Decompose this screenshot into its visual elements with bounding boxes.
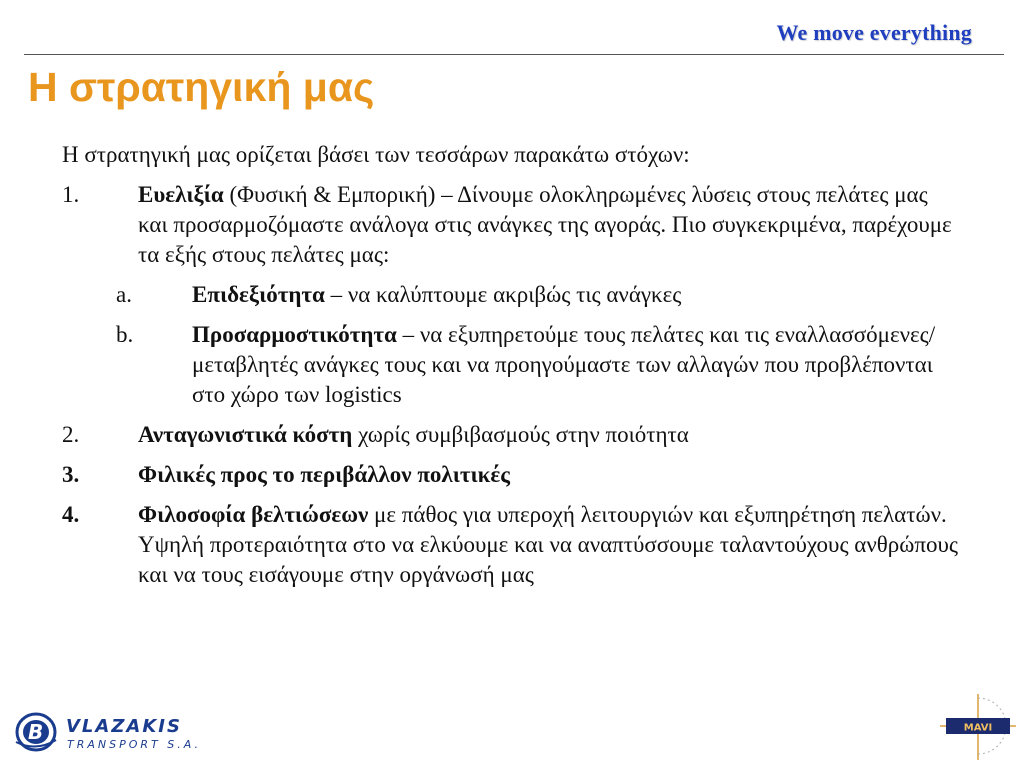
list-item-1 bbox=[62, 180, 962, 270]
item-number: 2. bbox=[62, 422, 80, 447]
mavi-logistics-logo-icon bbox=[938, 692, 1018, 762]
tagline: We move everything bbox=[776, 20, 972, 45]
subitem-letter: a. bbox=[116, 282, 132, 307]
subitem-letter: b. bbox=[116, 322, 134, 347]
subitem-heading: Επιδεξιότητα bbox=[192, 282, 325, 307]
svg-text:B: B bbox=[28, 720, 44, 744]
subitem-text bbox=[192, 280, 962, 310]
subitem-description: – να εξυπηρετούμε τους πελάτες και τις εναλλασσόμενες/μεταβλητές ανάγκες τους και να προηγούμαστε των αλλαγών που προβλέπονται στο χώρο των logistics bbox=[192, 322, 936, 407]
list-item-4 bbox=[62, 500, 962, 590]
item-number: 4. bbox=[62, 502, 80, 527]
item-text bbox=[138, 460, 962, 490]
item-description: (Φυσική & Εμπορική) – Δίνουμε ολοκληρωμένες λύσεις στους πελάτες μας και προσαρμοζόμαστε ανάλογα στις ανάγκες της αγοράς. Πιο συγκεκριμένα, παρέχουμε τα εξής στους πελάτες μας: bbox=[138, 182, 952, 267]
subitem-heading: Προσαρμοστικότητα bbox=[192, 322, 397, 347]
item-heading: Ευελιξία bbox=[138, 182, 224, 207]
item-heading: Φιλοσοφία βελτιώσεων bbox=[138, 502, 369, 527]
item-description: χωρίς συμβιβασμούς στην ποιότητα bbox=[352, 422, 689, 447]
item-number: 1. bbox=[62, 182, 80, 207]
item-heading: Ανταγωνιστικά κόστη bbox=[138, 422, 353, 447]
header-divider bbox=[24, 54, 1004, 55]
item-text bbox=[138, 180, 962, 270]
item-heading: Φιλικές προς το περιβάλλον πολιτικές bbox=[138, 462, 510, 487]
list-item-3 bbox=[62, 460, 962, 490]
item-text bbox=[138, 420, 962, 450]
mavi-logo-text: MAVI bbox=[963, 722, 993, 734]
list-subitem-a bbox=[116, 280, 962, 310]
list-subitem-b bbox=[116, 320, 962, 410]
slide-title: Η στρατηγική μας bbox=[28, 64, 375, 110]
item-text bbox=[138, 500, 962, 590]
brand-subtitle: TRANSPORT S.A. bbox=[67, 738, 201, 751]
list-item-2 bbox=[62, 420, 962, 450]
brand-name: VLAZAKIS bbox=[66, 716, 182, 737]
slide-body bbox=[62, 140, 962, 600]
subitem-text bbox=[192, 320, 962, 410]
intro-text: Η στρατηγική μας ορίζεται βάσει των τεσσάρων παρακάτω στόχων: bbox=[62, 142, 690, 167]
item-number: 3. bbox=[62, 462, 80, 487]
subitem-description: – να καλύπτουμε ακριβώς τις ανάγκες bbox=[324, 282, 682, 307]
item-description: με πάθος για υπεροχή λειτουργιών και εξυπηρέτηση πελατών. Υψηλή προτεραιότητα στο να ελκύουμε και να αναπτύσσουμε ταλαντούχους ανθρώπους και να τους εισάγουμε στην οργάνωσή μας bbox=[138, 502, 958, 587]
